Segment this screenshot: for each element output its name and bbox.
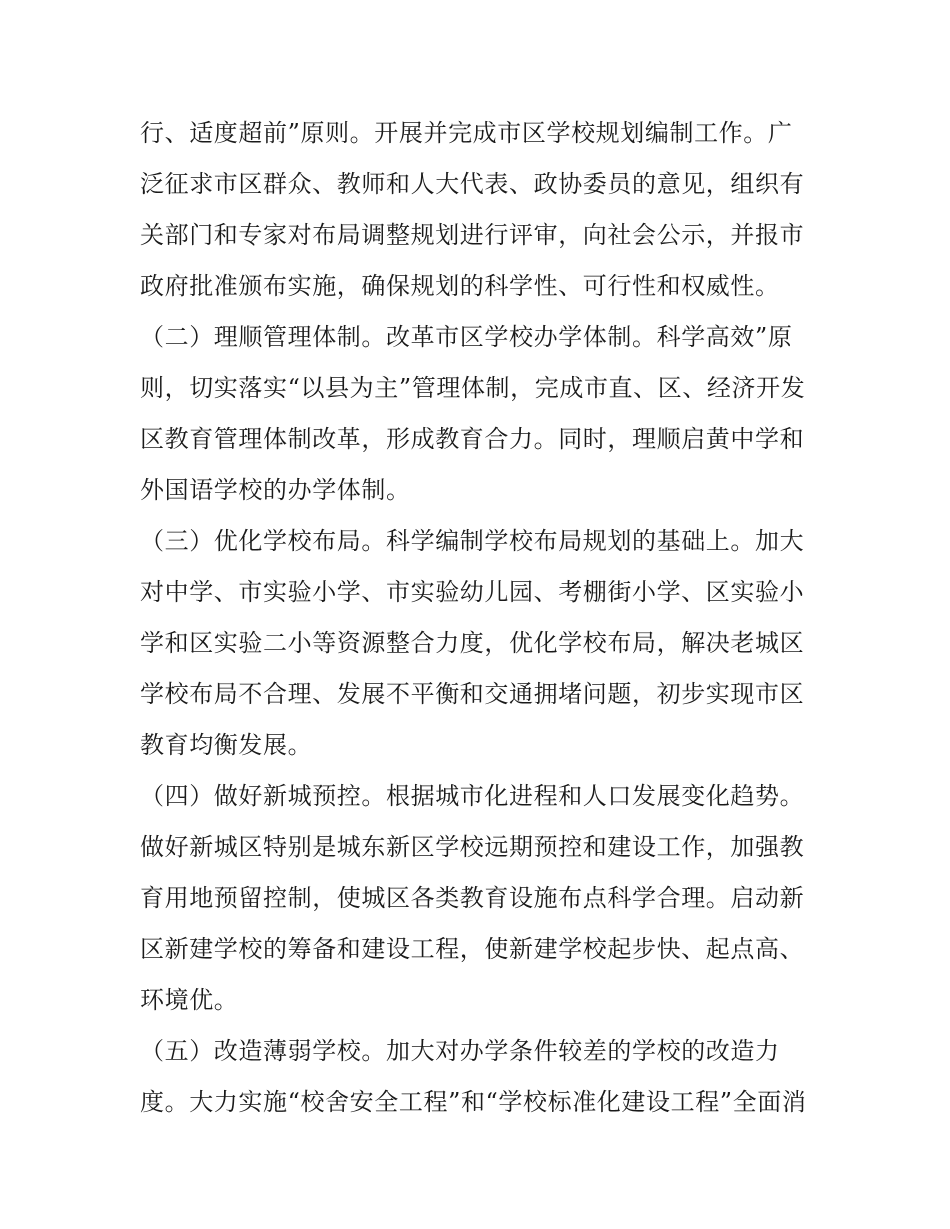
text-line: 教育均衡发展。 (140, 731, 313, 759)
text-line: 则，切实落实“以县为主”管理体制，完成市直、区、经济开发 (140, 374, 806, 402)
text-line: 度。大力实施“校舍安全工程”和“学校标准化建设工程”全面消 (140, 1088, 807, 1116)
text-line: 行、适度超前”原则。开展并完成市区学校规划编制工作。广 (140, 119, 793, 147)
text-line: 环境优。 (140, 986, 239, 1014)
text-line: 泛征求市区群众、教师和人大代表、政协委员的意见，组织有 (140, 170, 805, 198)
text-line: 学和区实验二小等资源整合力度，优化学校布局，解决老城区 (140, 629, 805, 657)
text-line: 做好新城区特别是城东新区学校远期预控和建设工作，加强教 (140, 833, 805, 861)
text-line: （二）理顺管理体制。改革市区学校办学体制。科学高效”原 (140, 323, 793, 351)
document-body (140, 108, 820, 1128)
text-line: 政府批准颁布实施，确保规划的科学性、可行性和权威性。 (140, 272, 780, 300)
text-line: 关部门和专家对布局调整规划进行评审，向社会公示，并报市 (140, 221, 805, 249)
text-line: （五）改造薄弱学校。加大对办学条件较差的学校的改造力 (140, 1037, 780, 1065)
text-line: 外国语学校的办学体制。 (140, 476, 411, 504)
text-line: 学校布局不合理、发展不平衡和交通拥堵问题，初步实现市区 (140, 680, 805, 708)
text-line: 区新建学校的筹备和建设工程，使新建学校起步快、起点高、 (140, 935, 805, 963)
text-line: （三）优化学校布局。科学编制学校布局规划的基础上。加大 (140, 527, 805, 555)
text-line: 对中学、市实验小学、市实验幼儿园、考棚街小学、区实验小 (140, 578, 805, 606)
text-line: （四）做好新城预控。根据城市化进程和人口发展变化趋势。 (140, 782, 805, 810)
text-line: 育用地预留控制，使城区各类教育设施布点科学合理。启动新 (140, 884, 805, 912)
text-line: 区教育管理体制改革，形成教育合力。同时，理顺启黄中学和 (140, 425, 805, 453)
